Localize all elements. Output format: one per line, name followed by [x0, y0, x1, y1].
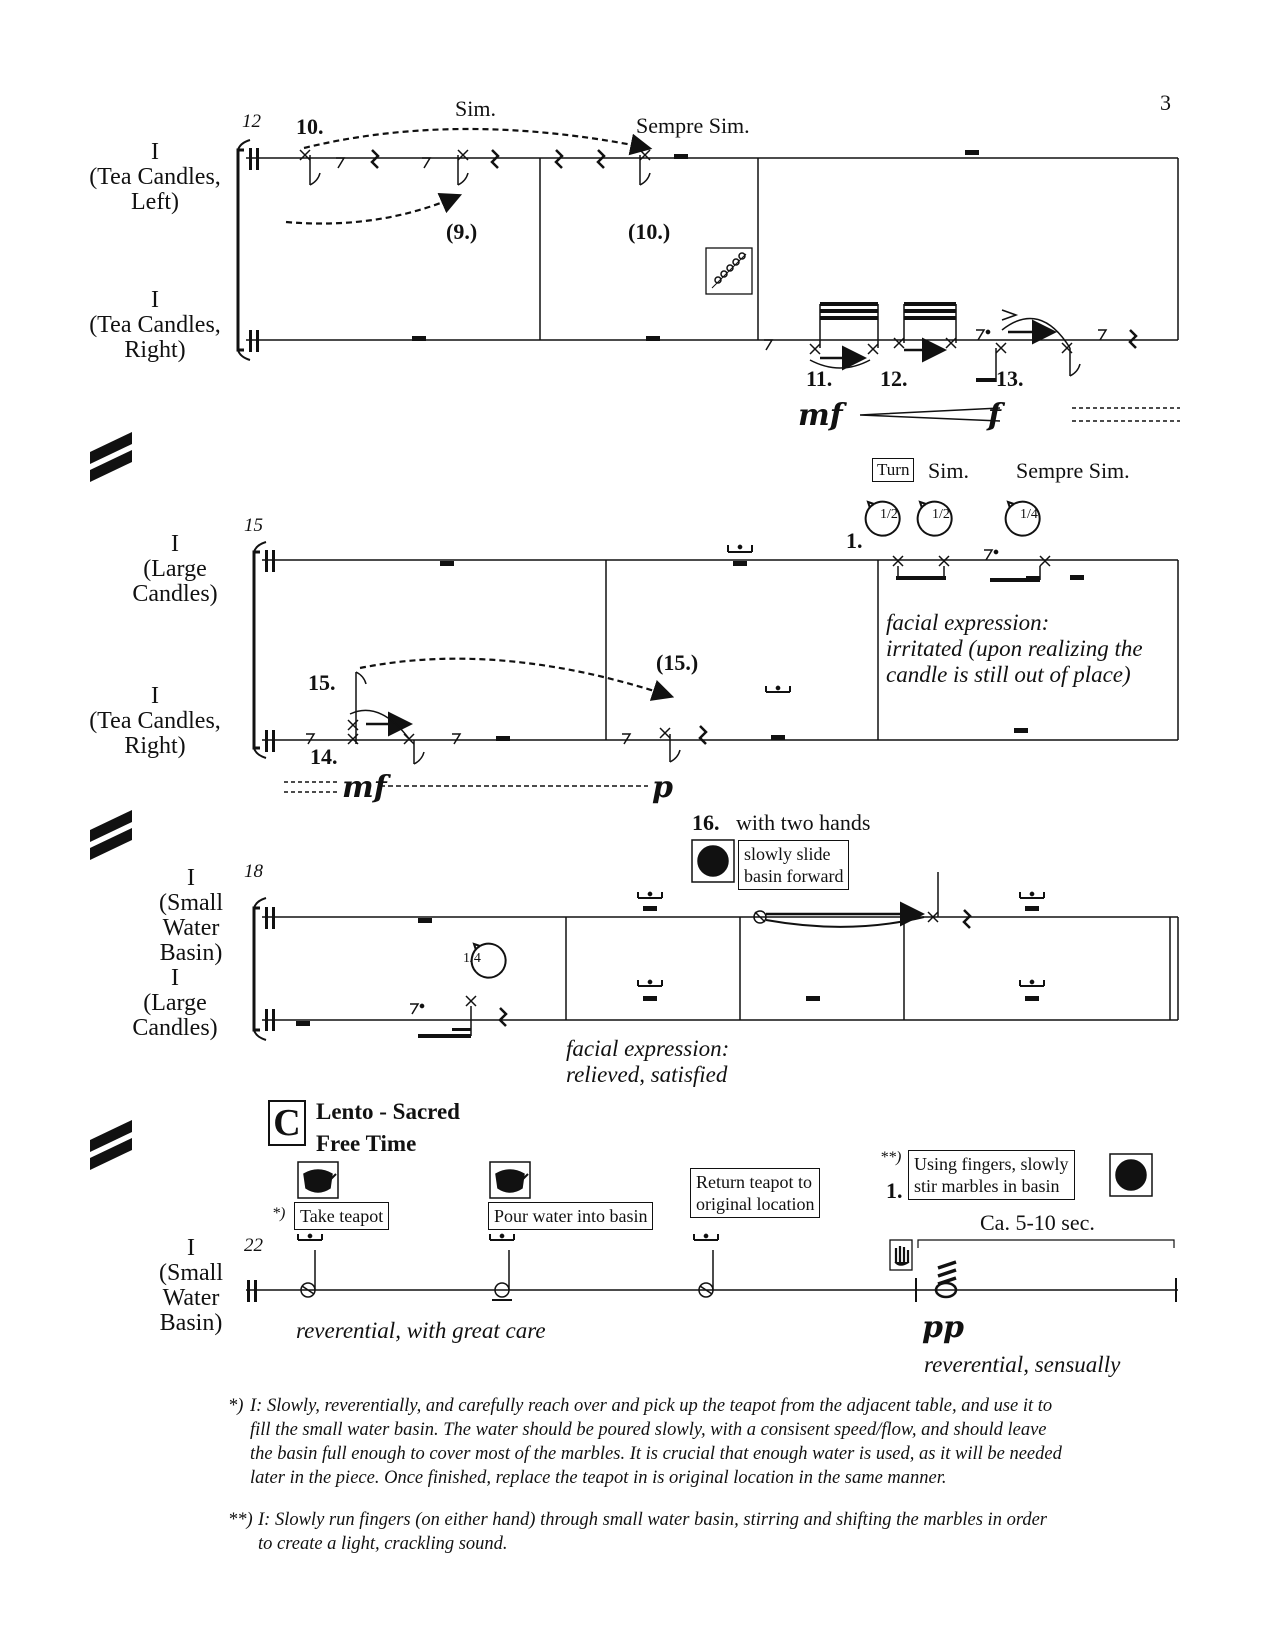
two-hands-note: with two hands [736, 810, 871, 835]
whole-rest [965, 150, 979, 155]
action-number: 1. [886, 1178, 903, 1203]
action-reference: (15.) [656, 650, 699, 675]
page-number: 3 [1160, 90, 1171, 115]
label-line: Left) [131, 189, 179, 215]
expression-note: reverential, with great care [296, 1318, 546, 1343]
box-line: Return teapot to [696, 1172, 812, 1192]
take-teapot-box: Take teapot [294, 1202, 389, 1230]
label-line: Candles) [132, 1015, 218, 1041]
staff-label [80, 684, 230, 759]
tempo-marking: Lento - Sacred [316, 1099, 460, 1124]
rotation-label: 1/2 [880, 507, 898, 522]
quarter-rest [556, 150, 562, 168]
percussion-clef [249, 330, 252, 352]
system-separator [90, 810, 132, 860]
dynamic-p: p [652, 770, 673, 805]
dynamic-mf: mf [798, 398, 843, 433]
label-line: I [151, 139, 159, 165]
quarter-rest [598, 150, 604, 168]
sim-marking: Sim. [455, 96, 496, 121]
sempre-sim-marking: Sempre Sim. [636, 113, 750, 138]
dashed-arc [286, 196, 458, 224]
footnote-line: later in the piece. Once finished, replace the teapot in is original location in the same manner. [250, 1468, 947, 1488]
eighth-rest [422, 158, 430, 168]
percussion-clef [256, 330, 259, 352]
measure-number: 12 [242, 111, 261, 132]
label-line: I [187, 1235, 195, 1261]
return-teapot-box [690, 1168, 820, 1218]
rotation-label: 1/4 [463, 951, 481, 966]
action-number: 13. [996, 366, 1024, 391]
x-notehead [810, 344, 820, 354]
dashed-continuation [1072, 408, 1180, 421]
crescendo-hairpin [860, 408, 1000, 421]
box-line: original location [696, 1194, 815, 1214]
facial-expression-note [886, 610, 1143, 688]
staff-label [116, 1236, 266, 1336]
facial-expression-note [566, 1036, 729, 1088]
x-notehead [868, 344, 878, 354]
label-line: Basin) [159, 940, 223, 966]
dynamic-f: f [988, 398, 1001, 433]
dotted-rest [976, 330, 984, 340]
label-line: (Tea Candles, [89, 312, 221, 338]
action-number: 11. [806, 366, 833, 391]
action-number: 15. [308, 670, 336, 695]
label-line: I [187, 865, 195, 891]
dynamic-pp: pp [922, 1310, 964, 1345]
footnote-marker: *) [272, 1205, 286, 1222]
turn-box: Turn [872, 458, 914, 482]
box-line: slowly slide [744, 844, 831, 864]
staff-label [116, 866, 266, 966]
duration-marking: Ca. 5-10 sec. [980, 1210, 1095, 1235]
label-line: (Small [159, 890, 223, 916]
accent [1002, 310, 1016, 320]
note-line: relieved, satisfied [566, 1062, 728, 1087]
label-line: (Tea Candles, [89, 708, 221, 734]
staff-label [100, 532, 250, 607]
measure-number: 22 [244, 1235, 263, 1256]
measure-number: 15 [244, 515, 263, 536]
eighth-rest [764, 340, 772, 350]
footnote-line: the basin full enough to cover most of the marbles. It is crucial that enough water is used, as it will be needed [250, 1444, 1062, 1464]
beam [820, 302, 878, 306]
sim-marking: Sim. [928, 458, 969, 483]
label-line: (Tea Candles, [89, 164, 221, 190]
stir-marbles-box [908, 1150, 1075, 1200]
note-line: irritated (upon realizing the [886, 636, 1143, 661]
footnote [228, 1508, 1047, 1556]
label-line: Right) [124, 733, 186, 759]
percussion-clef [256, 148, 259, 170]
dynamic-mf: mf [342, 770, 387, 805]
footnote-mark: *) [228, 1396, 244, 1416]
footnote-line: I: Slowly, reverentially, and carefully reach over and pick up the teapot from the adjacent table, and use it to [250, 1396, 1053, 1416]
percussion-clef [249, 148, 252, 170]
pour-water-box: Pour water into basin [488, 1202, 653, 1230]
footnote-line: fill the small water basin. The water should be poured slowly, with a consisent speed/flow, and should leave [250, 1420, 1047, 1440]
label-line: (Large [143, 990, 207, 1016]
flag [640, 173, 650, 185]
label-line: I [151, 683, 159, 709]
staff-label [80, 288, 230, 363]
note-line: candle is still out of place) [886, 662, 1131, 687]
rehearsal-mark: C [268, 1100, 306, 1146]
note-line: facial expression: [566, 1036, 730, 1061]
action-number: 16. [692, 810, 720, 835]
footnote-mark: **) [228, 1510, 253, 1530]
system1-notation [238, 129, 1180, 421]
staff-label [80, 140, 230, 215]
action-number: 14. [310, 744, 338, 769]
label-line: Candles) [132, 581, 218, 607]
note-line: facial expression: [886, 610, 1050, 635]
label-line: (Large [143, 556, 207, 582]
flag [310, 173, 320, 185]
label-line: I [171, 531, 179, 557]
expression-note: reverential, sensually [924, 1352, 1121, 1377]
label-line: Water [162, 915, 220, 941]
eighth-rest [336, 158, 344, 168]
box-line: stir marbles in basin [914, 1176, 1060, 1196]
whole-rest [646, 336, 660, 341]
x-notehead [996, 343, 1006, 353]
slide-basin-box [738, 840, 849, 890]
flag [458, 173, 468, 185]
rotation-label: 1/2 [932, 507, 950, 522]
rotation-label: 1/4 [1020, 507, 1038, 522]
system-separator [90, 432, 132, 482]
action-reference: (10.) [628, 219, 671, 244]
half-rest [674, 154, 688, 159]
system-bracket [238, 150, 244, 350]
action-number: 1. [846, 528, 863, 553]
beam [820, 309, 878, 313]
label-line: Basin) [159, 1310, 223, 1336]
system-separator [90, 1120, 132, 1170]
footnote-marker: **) [880, 1149, 902, 1166]
action-number: 12. [880, 366, 908, 391]
label-line: I [151, 287, 159, 313]
footnote [228, 1394, 1062, 1490]
action-reference: (9.) [446, 219, 478, 244]
box-line: Using fingers, slowly [914, 1154, 1069, 1174]
footnote-line: I: Slowly run fingers (on either hand) through small water basin, stirring and shifting the marbles in order [258, 1510, 1047, 1530]
whole-rest [412, 336, 426, 341]
quarter-rest [492, 150, 498, 168]
label-line: I [171, 965, 179, 991]
beam [820, 316, 878, 320]
quarter-rest [372, 150, 378, 168]
tempo-marking: Free Time [316, 1131, 417, 1156]
label-line: (Small [159, 1260, 223, 1286]
staff-label [100, 966, 250, 1041]
footnote-line: to create a light, crackling sound. [258, 1534, 508, 1554]
label-line: Right) [124, 337, 186, 363]
box-line: basin forward [744, 866, 844, 886]
measure-number: 18 [244, 861, 263, 882]
dashed-arc [304, 129, 648, 148]
system3-notation [254, 840, 1178, 1040]
action-number: 10. [296, 114, 324, 139]
sempre-sim-marking: Sempre Sim. [1016, 458, 1130, 483]
label-line: Water [162, 1285, 220, 1311]
